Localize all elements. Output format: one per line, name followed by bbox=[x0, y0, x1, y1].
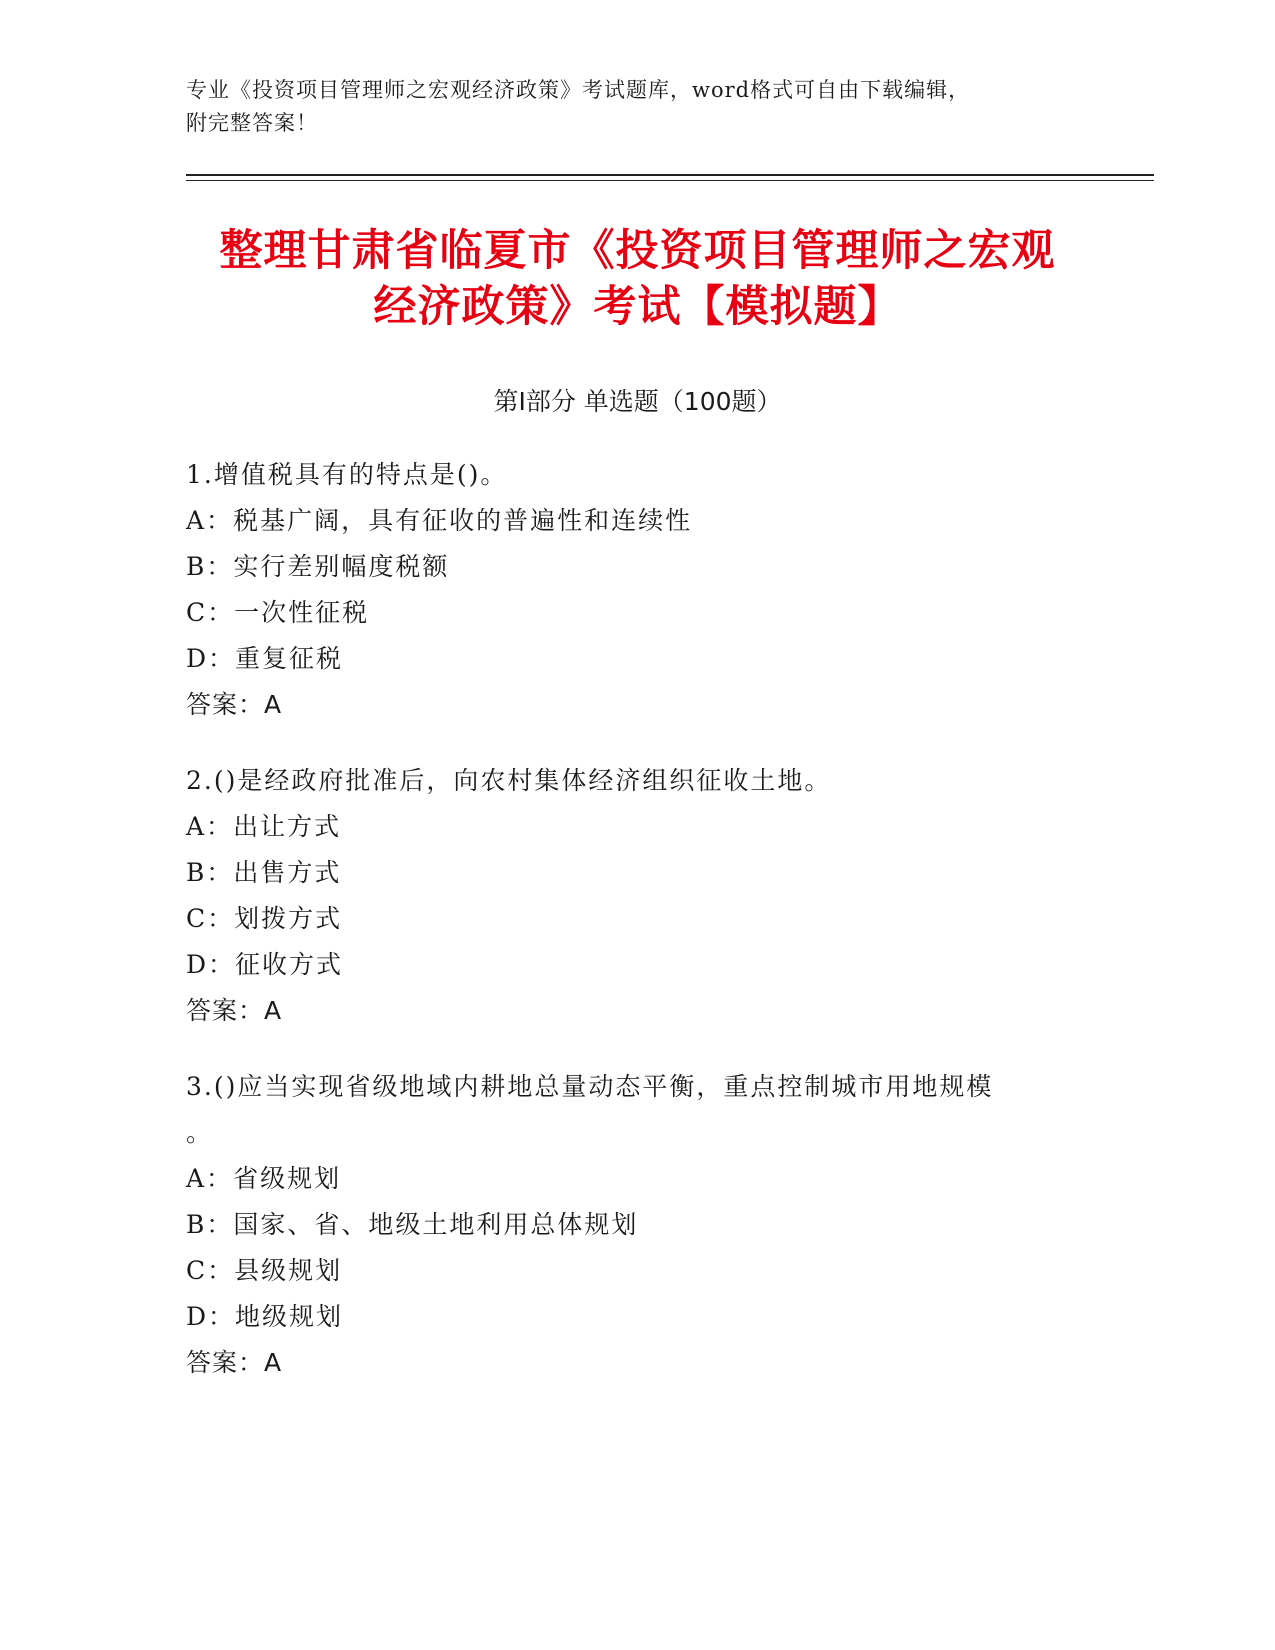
question-stem: 2.()是经政府批准后，向农村集体经济组织征收土地。 bbox=[186, 766, 832, 795]
option-key: D： bbox=[186, 950, 236, 979]
option-key: A： bbox=[186, 1164, 234, 1193]
option-key: A： bbox=[186, 812, 234, 841]
section-heading: 第Ⅰ部分 单选题（100题） bbox=[493, 387, 782, 416]
question-stem-tail: 。 bbox=[186, 1118, 214, 1147]
option-text: 县级规划 bbox=[234, 1256, 343, 1285]
option-text: 一次性征税 bbox=[234, 598, 370, 627]
option-key: C： bbox=[186, 904, 235, 933]
option-text: 征收方式 bbox=[235, 950, 344, 979]
header-note bbox=[186, 74, 1086, 140]
document-title-line2: 经济政策》考试【模拟题】 bbox=[373, 282, 902, 332]
option-b bbox=[186, 544, 1086, 590]
option-b bbox=[186, 1202, 1086, 1248]
option-a bbox=[186, 804, 1086, 850]
option-text: 地级规划 bbox=[235, 1302, 344, 1331]
document-title bbox=[150, 223, 1125, 335]
option-a bbox=[186, 498, 1086, 544]
option-c bbox=[186, 896, 1086, 942]
option-key: B： bbox=[186, 552, 234, 581]
option-d bbox=[186, 1294, 1086, 1340]
question-stem: 3.()应当实现省级地域内耕地总量动态平衡，重点控制城市用地规模 bbox=[186, 1072, 994, 1101]
option-key: C： bbox=[186, 1256, 235, 1285]
option-key: C： bbox=[186, 598, 235, 627]
option-text: 出售方式 bbox=[233, 858, 342, 887]
question-3 bbox=[186, 1064, 1086, 1386]
option-key: D： bbox=[186, 644, 236, 673]
option-c bbox=[186, 590, 1086, 636]
option-key: D： bbox=[186, 1302, 236, 1331]
answer: 答案：A bbox=[186, 690, 283, 719]
option-key: A： bbox=[186, 506, 234, 535]
document-title-line1: 整理甘肃省临夏市《投资项目管理师之宏观 bbox=[219, 226, 1056, 276]
option-text: 重复征税 bbox=[235, 644, 344, 673]
option-key: B： bbox=[186, 1210, 234, 1239]
question-1 bbox=[186, 452, 1086, 728]
option-b bbox=[186, 850, 1086, 896]
option-text: 国家、省、地级土地利用总体规划 bbox=[233, 1210, 639, 1239]
header-rule-thick bbox=[186, 174, 1154, 176]
option-d bbox=[186, 636, 1086, 682]
option-text: 出让方式 bbox=[233, 812, 342, 841]
option-key: B： bbox=[186, 858, 234, 887]
answer: 答案：A bbox=[186, 996, 283, 1025]
question-2 bbox=[186, 758, 1086, 1034]
question-stem: 1.增值税具有的特点是()。 bbox=[186, 460, 508, 489]
option-d bbox=[186, 942, 1086, 988]
answer: 答案：A bbox=[186, 1348, 283, 1377]
header-rule-thin bbox=[186, 180, 1154, 181]
header-note-line1: 专业《投资项目管理师之宏观经济政策》考试题库，word格式可自由下载编辑， bbox=[186, 78, 971, 102]
option-a bbox=[186, 1156, 1086, 1202]
option-text: 划拨方式 bbox=[234, 904, 343, 933]
option-c bbox=[186, 1248, 1086, 1294]
option-text: 省级规划 bbox=[233, 1164, 342, 1193]
option-text: 实行差别幅度税额 bbox=[233, 552, 450, 581]
option-text: 税基广阔，具有征收的普遍性和连续性 bbox=[233, 506, 693, 535]
header-note-line2: 附完整答案！ bbox=[186, 111, 318, 135]
